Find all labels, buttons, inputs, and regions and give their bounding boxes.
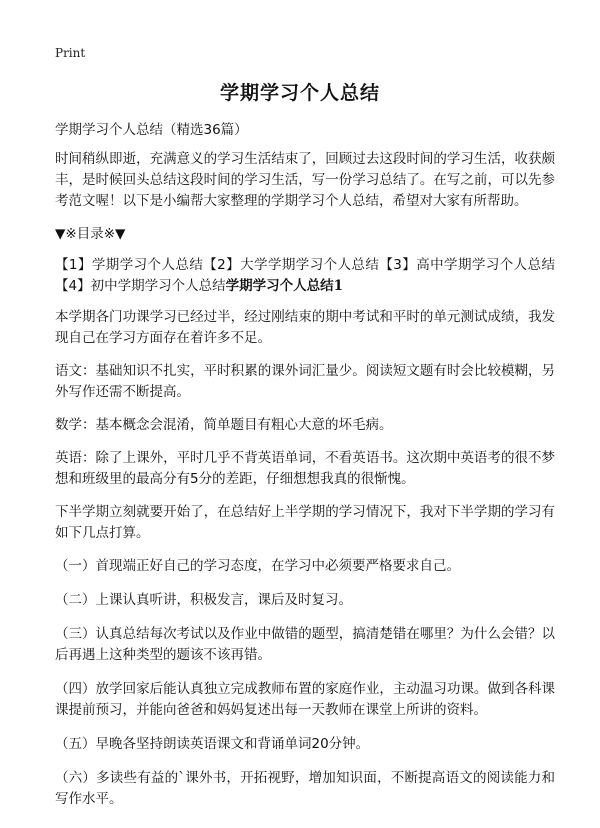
plan-intro-paragraph: 下半学期立刻就要开始了，在总结好上半学期的学习情况下，我对下半学期的学习有如下几点打算。 (55, 504, 555, 541)
math-paragraph: 数学：基本概念会混淆，简单题目有粗心大意的坏毛病。 (55, 417, 393, 433)
plan-item: （六）多读些有益的`课外书，开拓视野，增加知识面，不断提高语文的阅读能力和写作水平。 (55, 770, 555, 807)
table-of-contents (55, 255, 555, 297)
intro-paragraph: 时间稍纵即逝，充满意义的学习生活结束了，回顾过去这段时间的学习生活，收获颇丰，是时候回头总结这段时间的学习生活，写一份学习总结了。在写之前，可以先参考范文喔！以下是小编帮大家整理的学期学习个人总结，希望对大家有所帮助。 (55, 151, 555, 209)
toc-link-3[interactable]: 【3】高中学期学习个人总结 (379, 257, 556, 273)
english-paragraph: 英语：除了上课外，平时几乎不背英语单词，不看英语书。这次期中英语考的很不梦想和班级里的最高分有5分的差距，仔细想想我真的很惭愧。 (55, 450, 555, 487)
plan-item: （二）上课认真听讲，积极发言，课后及时复习。 (55, 592, 352, 608)
toc-link-4[interactable]: 【4】初中学期学习个人总结 (55, 278, 226, 294)
document-subtitle: 学期学习个人总结（精选36篇） (55, 122, 248, 138)
print-label: Print (55, 46, 86, 60)
section-heading: 学期学习个人总结1 (225, 278, 343, 294)
plan-item: （五）早晚各坚持朗读英语课文和背诵单词20分钟。 (55, 736, 370, 752)
body-paragraph: 本学期各门功课学习已经过半，经过刚结束的期中考试和平时的单元测试成绩，我发现自己在学习方面存在着许多不足。 (55, 309, 555, 346)
toc-link-2[interactable]: 【2】大学学期学习个人总结 (203, 257, 380, 273)
plan-item: （四）放学回家后能认真独立完成教师布置的家庭作业，主动温习功课。做到各科课课提前预习，并能向爸爸和妈妈复述出每一天教师在课堂上所讲的资料。 (55, 681, 555, 718)
plan-item: （一）首现端正好自己的学习态度，在学习中必须要严格要求自己。 (55, 558, 460, 574)
page-title: 学期学习个人总结 (219, 82, 380, 104)
document-body (55, 120, 555, 823)
toc-heading: ▼※目录※▼ (55, 226, 126, 242)
toc-link-1[interactable]: 【1】学期学习个人总结 (55, 257, 204, 273)
plan-item: （三）认真总结每次考试以及作业中做错的题型，搞清楚错在哪里？为什么会错？以后再遇上这种类型的题该不该再错。 (55, 626, 555, 663)
chinese-paragraph: 语文：基础知识不扎实，平时积累的课外词汇量少。阅读短文题有时会比较模糊，另外写作还需不断提高。 (55, 363, 555, 400)
